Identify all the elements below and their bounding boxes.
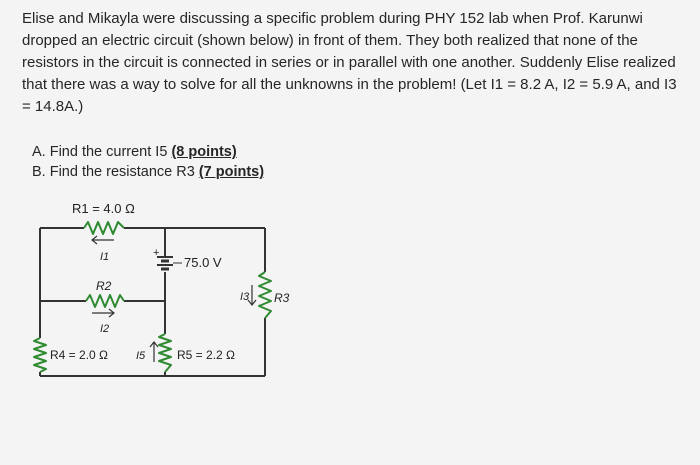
i2-label: I2 [100,323,110,335]
i3-arrow-icon [248,285,256,305]
i1-label: I1 [100,251,110,263]
i3-label: I3 [240,291,250,303]
battery-plus-label: + [153,247,160,259]
i5-label: I5 [136,350,146,362]
r5-label: R5 = 2.2 Ω [177,348,236,362]
question-a-text: A. Find the current I5 [32,144,172,160]
resistor-r4 [34,338,46,372]
r3-label: R3 [274,291,290,305]
problem-statement: Elise and Mikayla were discussing a specific problem during PHY 152 lab when Prof. Karunwi dropped an electric circuit (shown below) in front of them. They both realized that none of the resistors in the circuit is connected in series or in parallel with one another. Suddenly Elise realized that there was a way to solve for all the unknowns in the problem! (Let I1 = 8.2 A, I2 = 5.9 A, and I3 = 14.8A.) [22,10,677,115]
resistor-r3 [259,272,271,318]
question-b-points: (7 points) [198,164,265,180]
resistor-r5 [159,334,171,372]
question-a-points: (8 points) [171,144,237,160]
i2-arrow-icon [92,309,114,317]
i1-arrow-icon [92,236,114,244]
r2-label: R2 [96,279,112,293]
resistor-r1 [84,222,124,234]
resistor-r2 [86,295,124,307]
question-b-text: B. Find the resistance R3 [32,164,199,180]
battery-label: 75.0 V [184,255,222,270]
r4-label: R4 = 2.0 Ω [50,348,109,362]
i5-arrow-icon [150,342,158,362]
r1-label: R1 = 4.0 Ω [72,201,135,216]
